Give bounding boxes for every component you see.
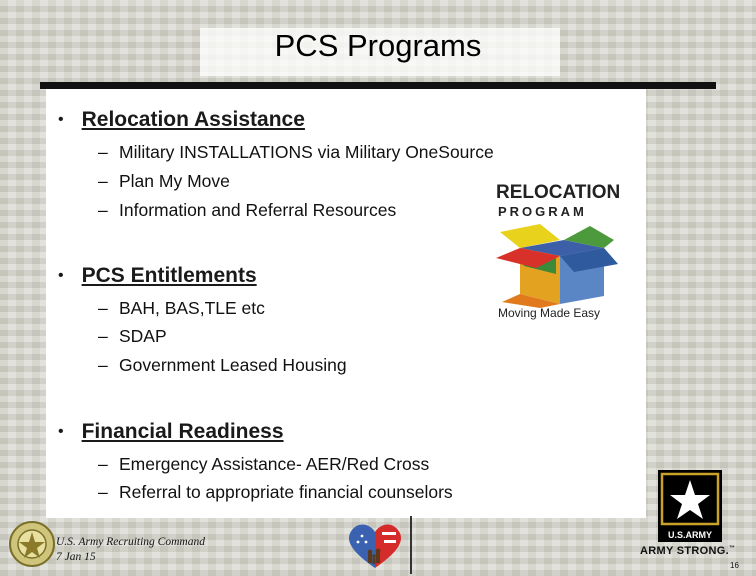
list-item-text: Information and Referral Resources — [119, 200, 397, 220]
bullet-icon: • — [58, 111, 64, 128]
section-financial-readiness — [58, 420, 284, 444]
list-item: – SDAP — [98, 326, 167, 346]
footer-divider — [410, 516, 412, 574]
list-item: – Military INSTALLATIONS via Military OneSource — [98, 142, 494, 162]
bullet-icon: • — [58, 267, 64, 284]
list-item-text: SDAP — [119, 326, 167, 346]
list-item: – Emergency Assistance- AER/Red Cross — [98, 454, 430, 474]
relocation-logo-tagline: Moving Made Easy — [498, 306, 601, 320]
list-item-text: Government Leased Housing — [119, 355, 347, 375]
section-label: Relocation Assistance — [81, 108, 305, 131]
relocation-logo-line1: RELOCATION — [496, 182, 621, 203]
list-item-text: Referral to appropriate financial counselors — [119, 482, 453, 502]
section-label: Financial Readiness — [81, 420, 284, 443]
bullet-icon: • — [58, 423, 64, 440]
section-label: PCS Entitlements — [81, 264, 257, 287]
page-number: 16 — [730, 561, 739, 570]
footer-date: 7 Jan 15 — [56, 551, 96, 563]
list-item-text: Emergency Assistance- AER/Red Cross — [119, 454, 430, 474]
section-pcs-entitlements — [58, 264, 257, 288]
list-item: – BAH, BAS,TLE etc — [98, 298, 265, 318]
list-item: – Government Leased Housing — [98, 355, 347, 375]
heart-emblem-icon — [342, 518, 408, 572]
recruiting-command-seal-icon — [8, 520, 56, 568]
list-item-text: Plan My Move — [119, 171, 230, 191]
title-rule — [40, 82, 716, 89]
section-relocation-assistance — [58, 108, 305, 132]
list-item: – Information and Referral Resources — [98, 200, 397, 220]
army-strong-text: ARMY STRONG. — [640, 545, 729, 557]
list-item: – Plan My Move — [98, 171, 230, 191]
relocation-logo-line2: PROGRAM — [498, 204, 587, 219]
slide-title: PCS Programs — [274, 28, 482, 63]
list-item: – Referral to appropriate financial counselors — [98, 482, 453, 502]
trademark-symbol: ™ — [728, 545, 736, 552]
list-item-text: BAH, BAS,TLE etc — [119, 298, 265, 318]
relocation-program-logo — [494, 182, 621, 322]
open-box-icon — [494, 218, 618, 308]
army-strong-wordmark — [640, 545, 735, 557]
army-logo-text: U.S.ARMY — [667, 530, 712, 540]
list-item-text: Military INSTALLATIONS via Military OneSource — [119, 142, 494, 162]
footer-org: U.S. Army Recruiting Command — [56, 536, 205, 548]
